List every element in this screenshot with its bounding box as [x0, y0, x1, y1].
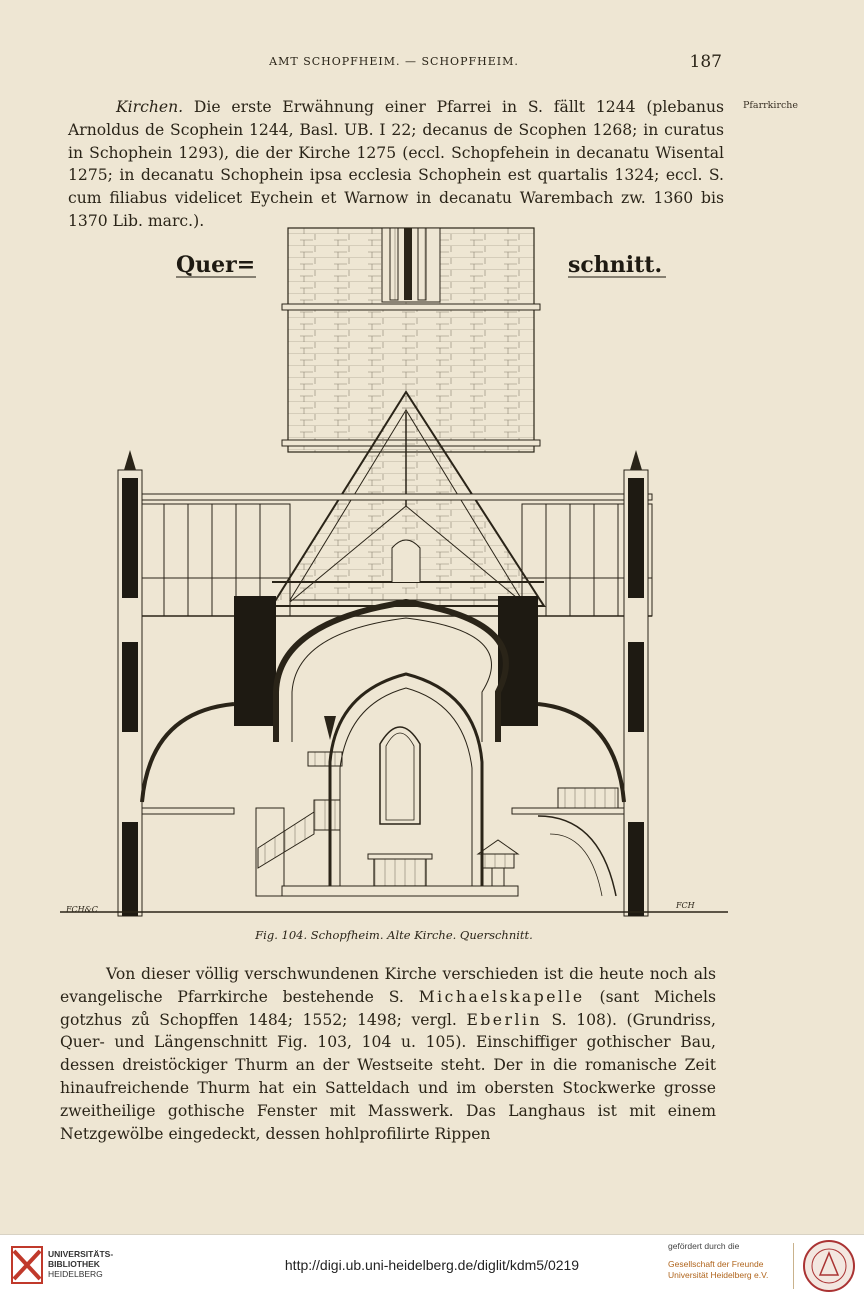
footer-divider: [793, 1243, 794, 1289]
figure-cross-section: [60, 222, 728, 922]
paragraph-text-1: Von dieser völlig verschwundenen Kirche verschieden ist die heute noch als evangelische Pfarrkirche bestehende S.: [60, 965, 716, 1006]
paragraph-lead: Kirchen.: [116, 98, 184, 116]
paragraph-michaelskapelle: [60, 963, 716, 1145]
signature-left: FCH&C: [66, 905, 98, 914]
altar: [374, 858, 426, 886]
paragraph-text-2: (sant Michels gotzhus zů Schopffen 1484; 1552; 1498; vergl.: [60, 987, 716, 1029]
emphasis-michaelskapelle: Michaelskapelle: [418, 987, 585, 1006]
left-wall: [118, 450, 142, 916]
church-cross-section-drawing: [60, 222, 728, 922]
margin-note: Pfarrkirche: [743, 100, 799, 111]
signature-right: FCH: [676, 901, 695, 910]
chancel-steps: [282, 886, 518, 896]
page-number: 187: [689, 52, 722, 72]
tower-window: [382, 228, 440, 302]
viewer-footer: [0, 1234, 864, 1297]
running-title: AMT SCHOPFHEIM. — SCHOPFHEIM.: [269, 55, 519, 68]
left-aisle: [142, 704, 284, 896]
paragraph-text: Die erste Erwähnung einer Pfarrei in S. fällt 1244 (plebanus Arnoldus de Scophein 1244, Basl. UB. I 22; decanus de Scophen 1268; in curatus in Schophein 1293), die der Kirche 1275 (eccl. Schopfehein in decanatu Wisental 1275; in decanatu Schophein ipsa ecclesia Schophein est quartalis 1324; eccl. S. cum filiabus videlicet Eychein et Warnow in decanatu Warembach zw. 1360 bis 1370 Lib. marc.).: [68, 98, 724, 230]
sponsor-org[interactable]: Gesellschaft der Freunde Universität Heidelberg e.V.: [668, 1259, 769, 1280]
baptismal-font: [478, 840, 518, 886]
right-wall: [624, 450, 648, 916]
paragraph-text-3: S. 108). (Grundriss, Quer- und Längenschnitt Fig. 103, 104 u. 105). Einschiffiger gothischer Bau, dessen dreistöckiger Thurm an der Westseite steht. Der in die romanische Zeit hinaufreichende Thurm hat ein Satteldach und im obersten Stockwerke grosse zweitheilige gothische Fenster mit Masswerk. Das Langhaus ist mit einem Netzgewölbe eingedeckt, dessen hohlprofilirte Rippen: [60, 1010, 717, 1143]
left-pier: [234, 596, 276, 726]
figure-label-left: [176, 252, 256, 278]
university-seal-icon: [802, 1239, 856, 1293]
svg-text:Quer=: Quer=: [176, 252, 256, 278]
paragraph-churches: [68, 96, 724, 233]
page-header: [60, 52, 728, 74]
document-url-link[interactable]: http://digi.ub.uni-heidelberg.de/diglit/kdm5/0219: [284, 1257, 580, 1273]
sponsor-info: gefördert durch die Gesellschaft der Freunde Universität Heidelberg e.V.: [668, 1241, 778, 1281]
library-name: UNIVERSITÄTS- BIBLIOTHEK HEIDELBERG: [48, 1249, 114, 1279]
emphasis-eberlin: Eberlin: [466, 1010, 543, 1029]
figure-caption: Fig. 104. Schopfheim. Alte Kirche. Querschnitt.: [255, 928, 533, 942]
figure-label-right: [568, 252, 666, 278]
spiral-staircase: [538, 816, 616, 896]
svg-text:schnitt.: schnitt.: [568, 252, 663, 278]
